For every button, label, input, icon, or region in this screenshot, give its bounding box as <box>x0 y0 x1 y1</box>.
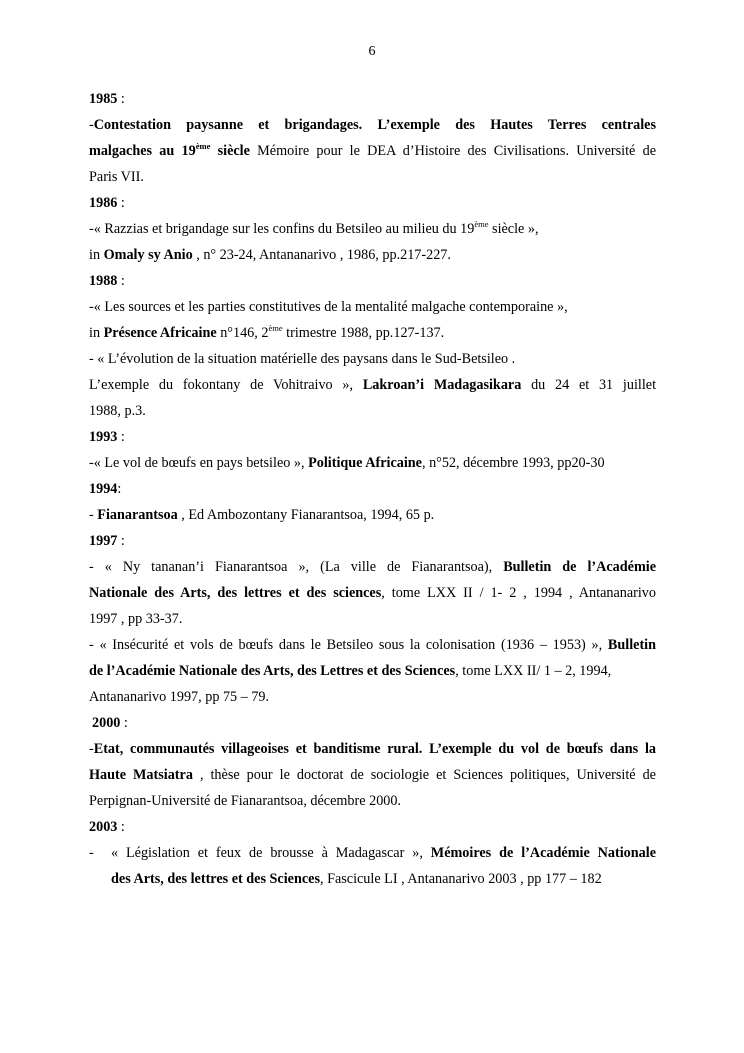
year-heading-1988 <box>89 268 656 294</box>
entry-2000-line-1 <box>89 736 656 762</box>
journal-title: Bulletin <box>607 637 656 653</box>
publication-list <box>89 86 656 892</box>
dash: - <box>89 117 94 133</box>
entry-text: , thèse pour le doctorat de sociologie et Sciences politiques, Université de <box>192 767 656 783</box>
entry-text: Mémoire pour le DEA d’Histoire des Civilisations. Université de <box>249 143 656 159</box>
year-heading-1986 <box>89 190 656 216</box>
entry-text: -« Razzias et brigandage sur les confins du Betsileo au milieu du 19 <box>89 221 475 237</box>
year-label: 2000 <box>92 715 121 731</box>
entry-title: Etat, communautés villageoises et banditisme rural. L’exemple du vol de bœufs dans la <box>93 741 656 757</box>
superscript: ème <box>195 141 211 151</box>
entry-text: , tome LXX II / 1- 2 , 1994 , Antananarivo <box>381 585 656 601</box>
entry-text: trimestre 1988, pp.127-137. <box>282 325 445 341</box>
year-label: 1993 <box>89 429 118 445</box>
journal-title: Bulletin de l’Académie <box>503 559 656 575</box>
year-heading-1985 <box>89 86 656 112</box>
entry-1988a-line-2 <box>89 320 656 346</box>
entry-text: du 24 et 31 juillet <box>531 377 656 393</box>
entry-text: in <box>89 247 104 263</box>
journal-title: des Arts, des lettres et des Sciences <box>111 871 320 887</box>
book-title: Fianarantsoa <box>97 507 178 523</box>
entry-1985-line-3: Paris VII. <box>89 169 144 185</box>
entry-2003-line-1 <box>89 840 656 866</box>
entry-2000-line-2 <box>89 762 656 788</box>
entry-1993-line-1 <box>89 450 656 476</box>
entry-1997a-line-3: 1997 , pp 33-37. <box>89 611 183 627</box>
entry-1988b-line-3: 1988, p.3. <box>89 403 146 419</box>
year-colon: : <box>117 273 125 289</box>
entry-2000-line-3: Perpignan-Université de Fianarantsoa, décembre 2000. <box>89 793 402 809</box>
entry-1985-line-2 <box>89 138 656 164</box>
journal-title: Lakroan’i Madagasikara <box>362 377 522 393</box>
year-heading-1993 <box>89 424 656 450</box>
journal-title: Nationale des Arts, des lettres et des sciences <box>89 585 382 601</box>
superscript: ème <box>474 219 489 229</box>
year-heading-1997 <box>89 528 656 554</box>
year-colon: : <box>117 481 122 497</box>
entry-2003 <box>89 840 656 892</box>
entry-title: malgaches au 19 <box>89 143 196 159</box>
entry-1986-line-1 <box>89 216 656 242</box>
entry-title: Haute Matsiatra <box>89 767 193 783</box>
entry-1986-line-2 <box>89 242 656 268</box>
year-heading-2003 <box>89 814 656 840</box>
entry-2003-line-2 <box>89 866 656 892</box>
year-colon: : <box>117 429 125 445</box>
entry-text: -« Le vol de bœufs en pays betsileo », <box>89 455 309 471</box>
year-label: 1994 <box>89 481 118 497</box>
entry-1988b-line-2 <box>89 372 656 398</box>
year-label: 1986 <box>89 195 118 211</box>
entry-text: , tome LXX II/ 1 – 2, 1994, <box>455 663 612 679</box>
entry-title: Contestation paysanne et brigandages. L’exemple des Hautes Terres centrales <box>93 117 656 133</box>
year-colon: : <box>117 91 125 107</box>
entry-1997b-line-2 <box>89 658 656 684</box>
entry-title: siècle <box>210 143 250 159</box>
entry-text: , n°52, décembre 1993, pp20-30 <box>421 455 605 471</box>
entry-text: « Législation et feux de brousse à Madagascar », <box>111 845 423 861</box>
dash: - <box>89 741 94 757</box>
journal-title: Mémoires de l’Académie Nationale <box>430 845 656 861</box>
year-colon: : <box>117 819 125 835</box>
entry-1988b-line-1: - « L’évolution de la situation matérielle des paysans dans le Sud-Betsileo . <box>89 351 516 367</box>
year-label: 1985 <box>89 91 118 107</box>
entry-text: siècle », <box>488 221 539 237</box>
page-number: 6 <box>368 44 376 59</box>
entry-1997a-line-2 <box>89 580 656 606</box>
entry-text: - <box>89 507 98 523</box>
entry-text: , n° 23-24, Antananarivo , 1986, pp.217-227. <box>192 247 451 263</box>
journal-title: Omaly sy Anio <box>103 247 193 263</box>
entry-text: , Fascicule LI , Antananarivo 2003 , pp 177 – 182 <box>319 871 602 887</box>
dash: - <box>89 845 94 861</box>
entry-1994-line-1 <box>89 502 656 528</box>
entry-text: - « Insécurité et vols de bœufs dans le Betsileo sous la colonisation (1936 – 1953) », <box>89 637 603 653</box>
entry-text: L’exemple du fokontany de Vohitraivo », <box>89 377 354 393</box>
year-label: 2003 <box>89 819 118 835</box>
journal-title: Politique Africaine <box>308 455 422 471</box>
entry-1988a-line-1: -« Les sources et les parties constitutives de la mentalité malgache contemporaine », <box>89 299 568 315</box>
entry-1997b-line-1 <box>89 632 656 658</box>
year-colon: : <box>117 533 125 549</box>
year-label: 1997 <box>89 533 118 549</box>
entry-1985-line-1 <box>89 112 656 138</box>
year-heading-2000 <box>89 710 656 736</box>
journal-title: de l’Académie Nationale des Arts, des Lettres et des Sciences <box>89 663 456 679</box>
year-label: 1988 <box>89 273 118 289</box>
year-colon: : <box>117 195 125 211</box>
entry-1997b-line-3: Antananarivo 1997, pp 75 – 79. <box>89 689 270 705</box>
year-heading-1994 <box>89 476 656 502</box>
entry-text: n°146, 2 <box>216 325 269 341</box>
year-colon: : <box>120 715 128 731</box>
entry-text: , Ed Ambozontany Fianarantsoa, 1994, 65 p. <box>177 507 435 523</box>
superscript: ème <box>268 323 283 333</box>
journal-title: Présence Africaine <box>103 325 217 341</box>
entry-1997a-line-1 <box>89 554 656 580</box>
entry-text: in <box>89 325 104 341</box>
entry-text: - « Ny tananan’i Fianarantsoa », (La ville de Fianarantsoa), <box>89 559 493 575</box>
